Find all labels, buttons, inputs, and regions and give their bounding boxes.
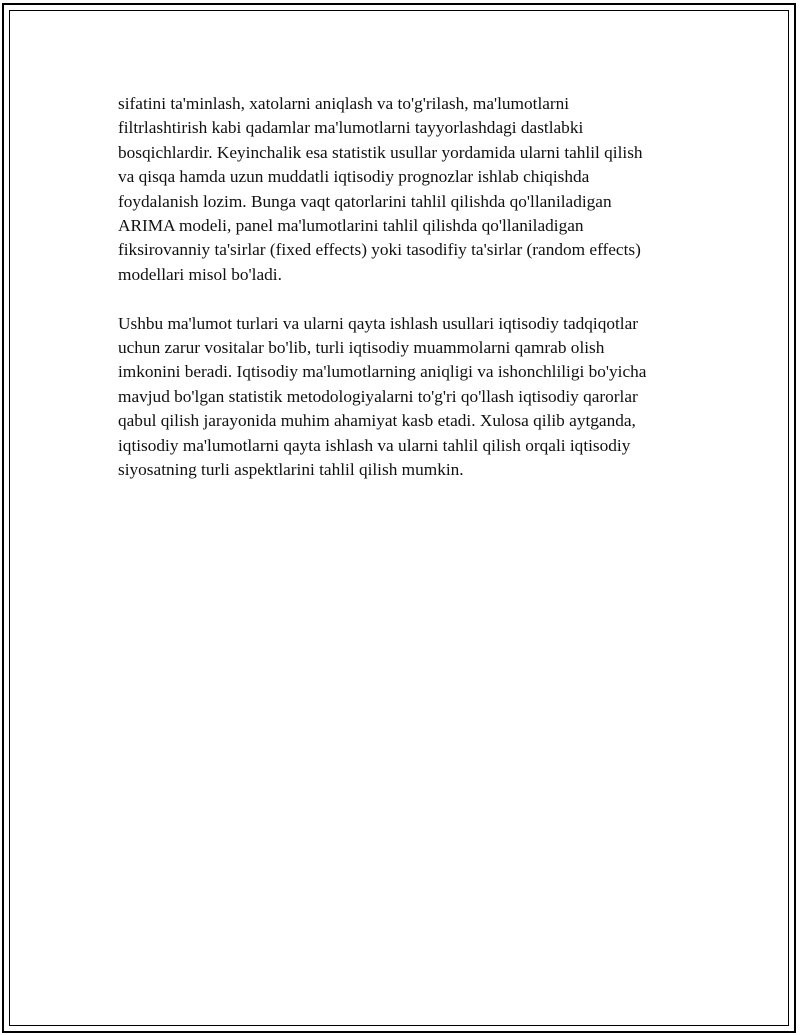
text-line: filtrlashtirish kabi qadamlar ma'lumotlarni tayyorlashdagi dastlabki [118,118,584,138]
text-line: siyosatning turli aspektlarini tahlil qilish mumkin. [118,460,464,480]
text-line: modellari misol bo'ladi. [118,264,282,284]
text-line: Ushbu ma'lumot turlari va ularni qayta ishlash usullari iqtisodiy tadqiqotlar [118,313,639,333]
text-line: foydalanish lozim. Bunga vaqt qatorlarini tahlil qilishda qo'llaniladigan [118,191,612,211]
text-line: bosqichlardir. Keyinchalik esa statistik usullar yordamida ularni tahlil qilish [118,142,643,162]
text-line: fiksirovanniy ta'sirlar (fixed effects) yoki tasodifiy ta'sirlar (random effects) [118,240,641,260]
text-line: va qisqa hamda uzun muddatli iqtisodiy prognozlar ishlab chiqishda [118,167,590,187]
text-line: qabul qilish jarayonida muhim ahamiyat kasb etadi. Xulosa qilib aytganda, [118,411,636,431]
text-line: mavjud bo'lgan statistik metodologiyalarni to'g'ri qo'llash iqtisodiy qarorlar [118,386,638,406]
text-line: sifatini ta'minlash, xatolarni aniqlash va to'g'rilash, ma'lumotlarni [118,94,570,113]
text-line: ARIMA modeli, panel ma'lumotlarini tahlil qilishda qo'llaniladigan [118,216,584,236]
text-line: iqtisodiy ma'lumotlarni qayta ishlash va ularni tahlil qilish orqali iqtisodiy [118,435,631,455]
paragraph-2 [118,312,688,483]
document-body [118,92,688,482]
text-line: imkonini beradi. Iqtisodiy ma'lumotlarning aniqligi va ishonchliligi bo'yicha [118,362,647,382]
text-line: uchun zarur vositalar bo'lib, turli iqtisodiy muammolarni qamrab olish [118,338,605,358]
paragraph-1 [118,92,688,287]
